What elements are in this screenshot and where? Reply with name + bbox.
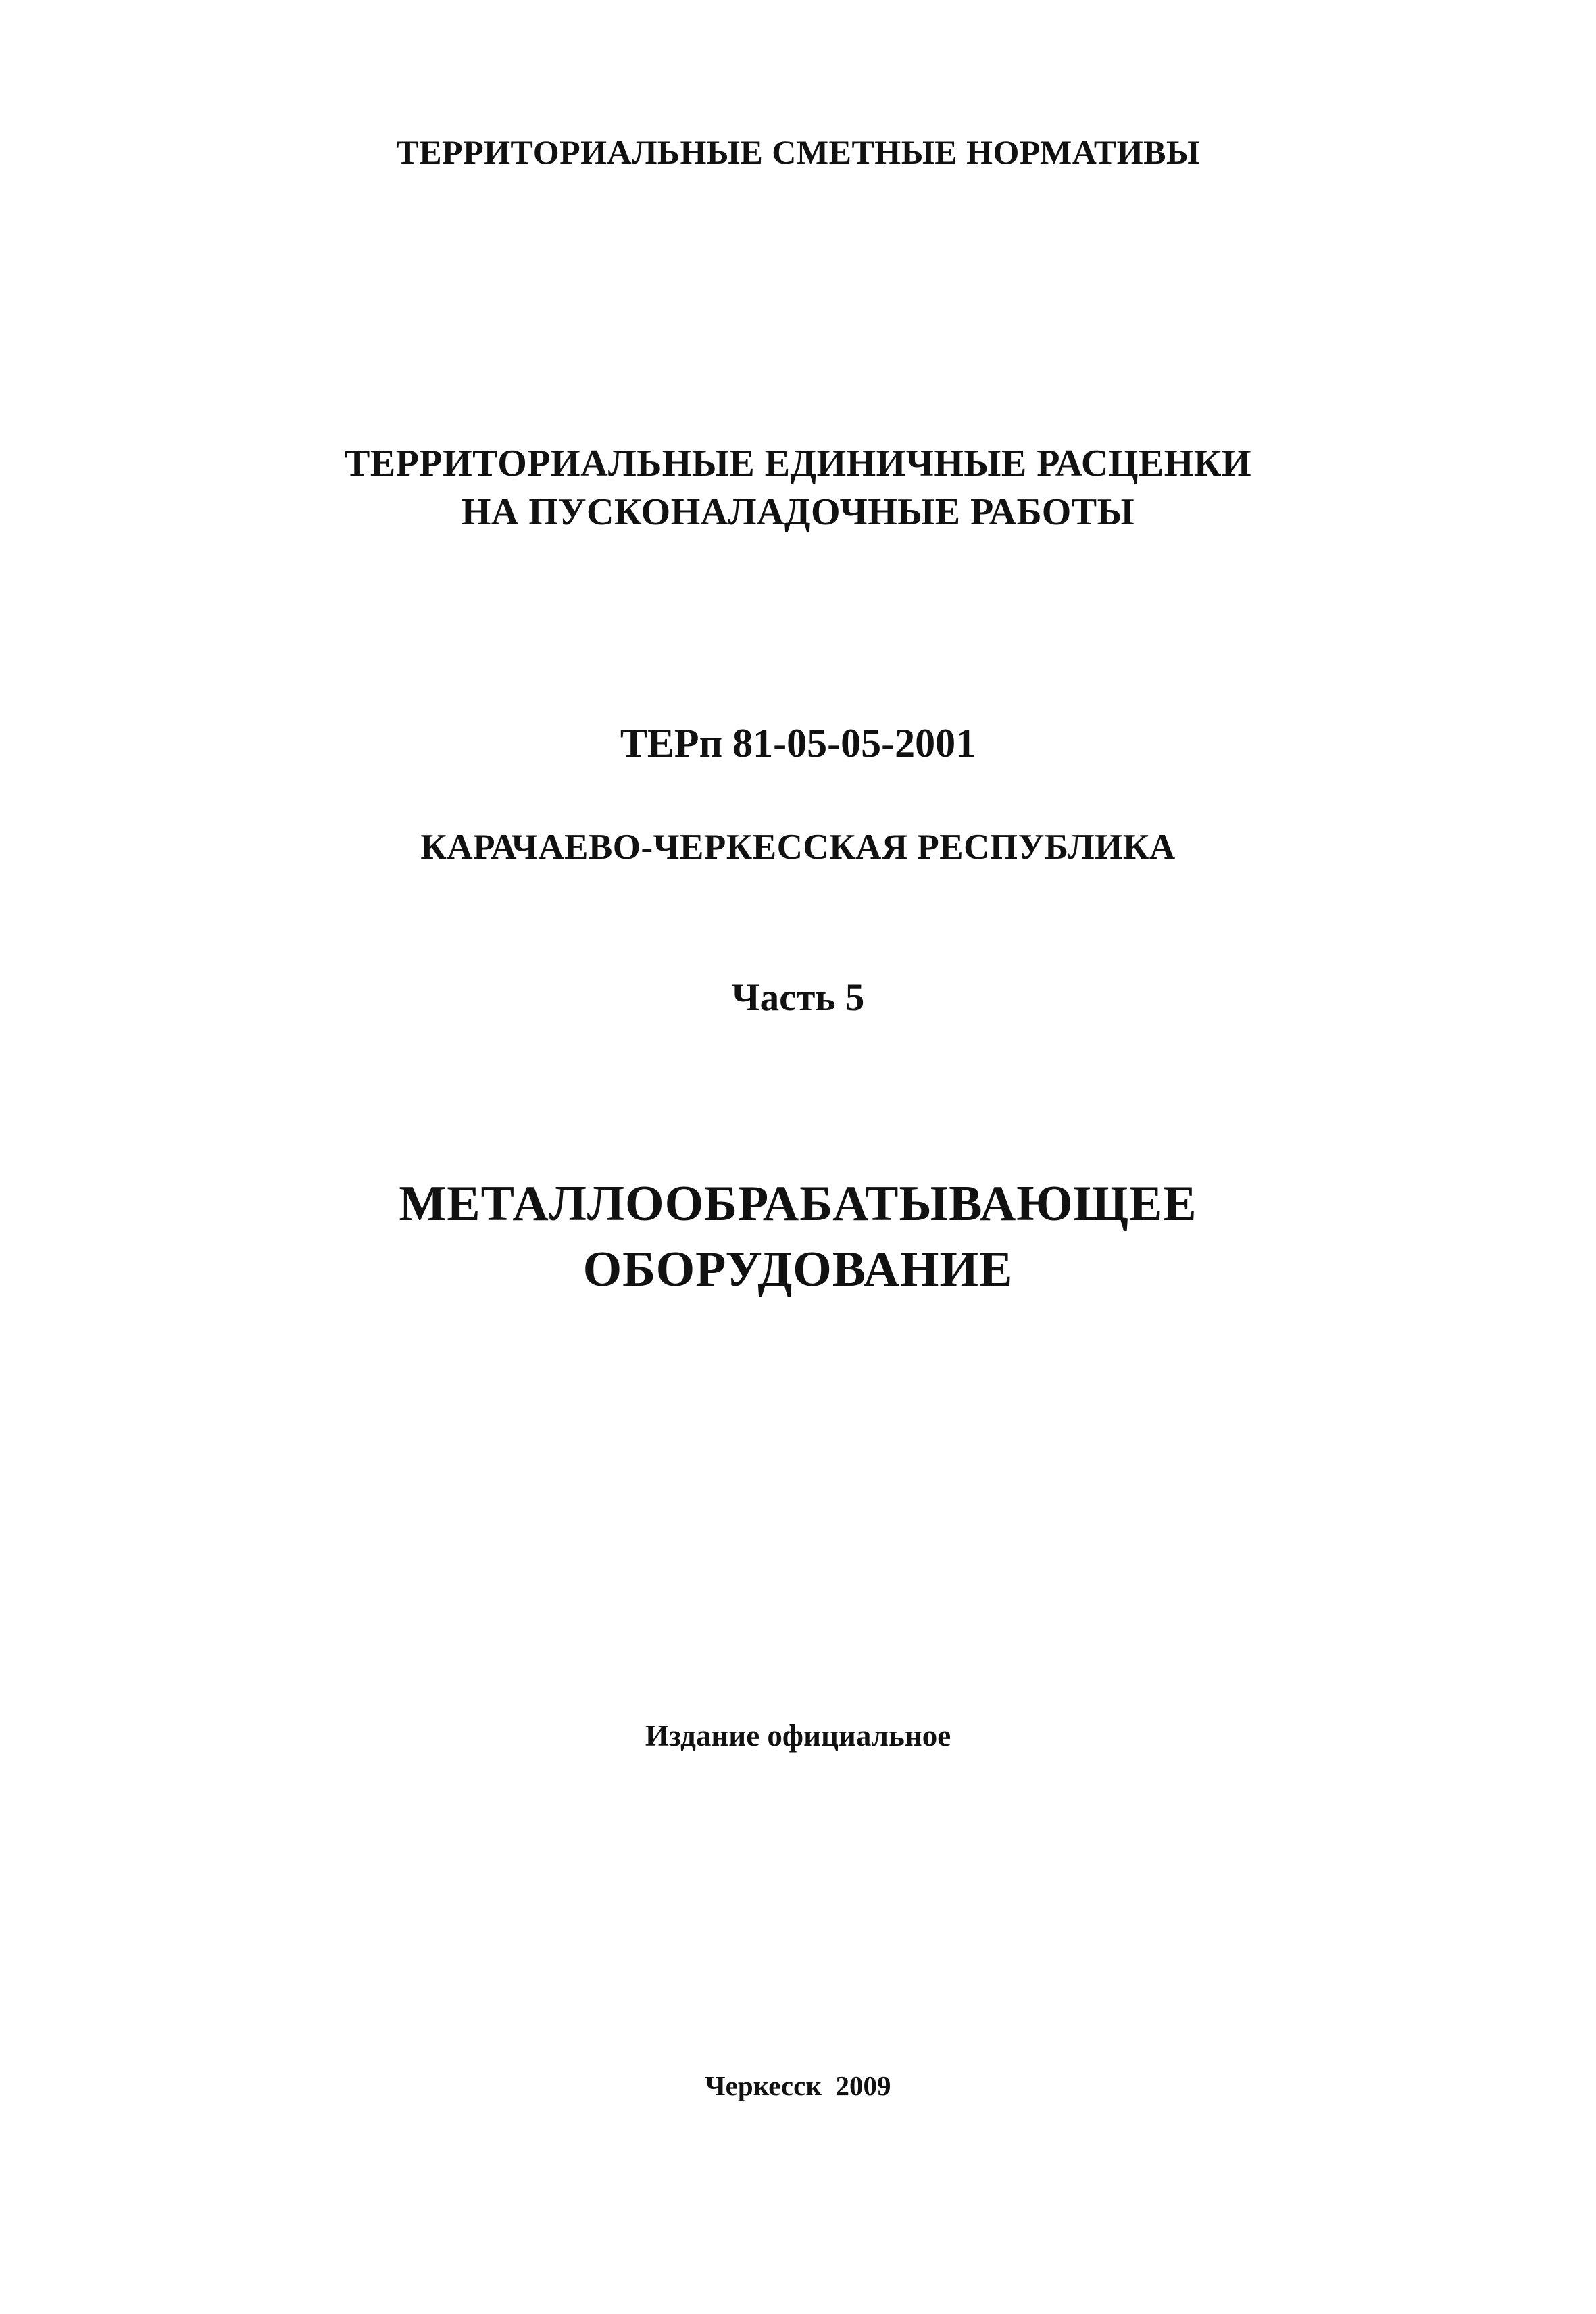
part-number: Часть 5	[731, 976, 865, 1019]
document-code: ТЕРп 81-05-05-2001	[620, 721, 976, 765]
collection-title-line-1: ТЕРРИТОРИАЛЬНЫЕ ЕДИНИЧНЫЕ РАСЦЕНКИ	[344, 443, 1252, 484]
series-title: ТЕРРИТОРИАЛЬНЫЕ СМЕТНЫЕ НОРМАТИВЫ	[396, 133, 1200, 171]
region-name: КАРАЧАЕВО-ЧЕРКЕССКАЯ РЕСПУБЛИКА	[420, 828, 1176, 867]
imprint-city-year: Черкесск 2009	[705, 2070, 891, 2101]
main-title-line-2: ОБОРУДОВАНИЕ	[582, 1242, 1014, 1297]
edition-note: Издание официальное	[645, 1719, 951, 1753]
main-title-line-1: МЕТАЛЛООБРАБАТЫВАЮЩЕЕ	[399, 1176, 1197, 1232]
collection-title-line-2: НА ПУСКОНАЛАДОЧНЫЕ РАБОТЫ	[461, 491, 1135, 533]
